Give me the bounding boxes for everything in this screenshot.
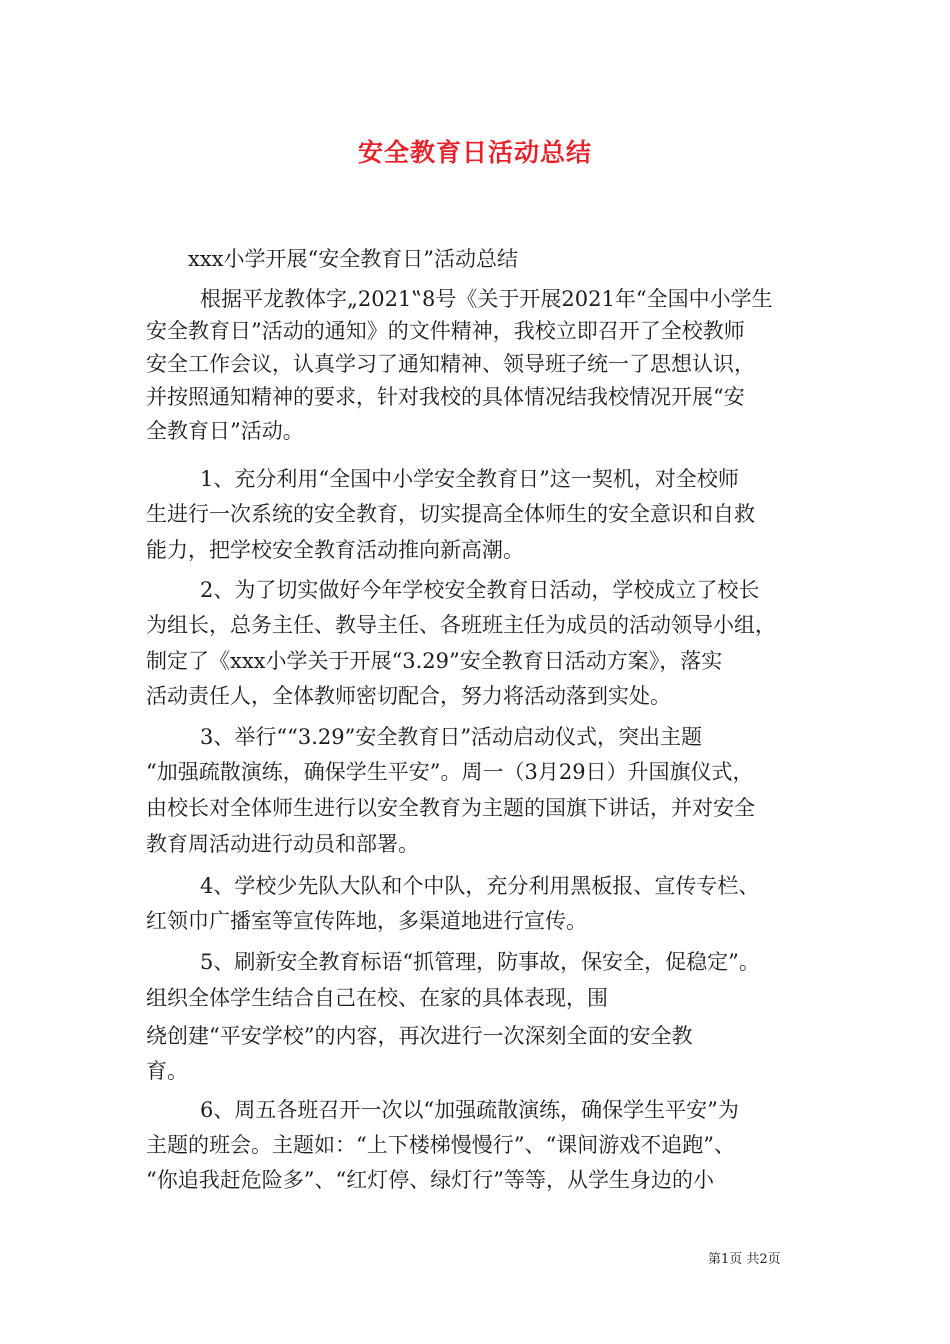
- paragraph-line: 绕创建“平安学校”的内容，再次进行一次深刻全面的安全教: [146, 1024, 693, 1048]
- paragraph-line: 由校长对全体师生进行以安全教育为主题的国旗下讲话，并对安全: [146, 796, 755, 820]
- paragraph-line: 能力，把学校安全教育活动推向新高潮。: [146, 538, 524, 562]
- paragraph-line: 为组长，总务主任、教导主任、各班班主任为成员的活动领导小组，: [146, 613, 776, 637]
- paragraph-line: 活动责任人，全体教师密切配合，努力将活动落到实处。: [146, 684, 671, 708]
- paragraph-line: 红领巾广播室等宣传阵地，多渠道地进行宣传。: [146, 909, 587, 933]
- paragraph-line: 6、周五各班召开一次以“加强疏散演练，确保学生平安”为: [200, 1098, 739, 1122]
- paragraph-line: 育。: [146, 1059, 188, 1083]
- paragraph-line: 5、刷新安全教育标语“抓管理，防事故，保安全，促稳定”。: [200, 950, 760, 974]
- paragraph-line: 教育周活动进行动员和部署。: [146, 832, 419, 856]
- paragraph-line: 组织全体学生结合自己在校、在家的具体表现，围: [146, 986, 608, 1010]
- paragraph-line: 制定了《xxx小学关于开展“3.29”安全教育日活动方案》，落实: [146, 649, 723, 673]
- paragraph-line: “加强疏散演练，确保学生平安”。周一（3月29日）升国旗仪式，: [146, 760, 754, 784]
- paragraph-line: xxx小学开展“安全教育日”活动总结: [188, 247, 519, 271]
- paragraph-line: 根据平龙教体字„2021‟8号《关于开展2021年“全国中小学生: [200, 287, 773, 311]
- page-title: 安全教育日活动总结: [357, 138, 592, 167]
- paragraph-line: 安全工作会议，认真学习了通知精神、领导班子统一了思想认识，: [146, 352, 755, 376]
- paragraph-line: 4、学校少先队大队和个中队，充分利用黑板报、宣传专栏、: [200, 874, 760, 898]
- paragraph-line: 2、为了切实做好今年学校安全教育日活动，学校成立了校长: [200, 578, 760, 602]
- page-number: 第1页 共2页: [708, 1252, 781, 1267]
- paragraph-line: 主题的班会。主题如：“上下楼梯慢慢行”、“课间游戏不追跑”、: [146, 1133, 735, 1157]
- paragraph-line: 1、充分利用“全国中小学安全教育日”这一契机，对全校师: [200, 467, 739, 491]
- paragraph-line: “你追我赶危险多”、“红灯停、绿灯行”等等，从学生身边的小: [146, 1168, 714, 1192]
- paragraph-line: 并按照通知精神的要求，针对我校的具体情况结我校情况开展“安: [146, 385, 745, 409]
- paragraph-line: 全教育日”活动。: [146, 419, 304, 443]
- paragraph-line: 安全教育日”活动的通知》的文件精神，我校立即召开了全校教师: [146, 319, 745, 343]
- paragraph-line: 3、举行““3.29”安全教育日”活动启动仪式，突出主题: [200, 725, 703, 749]
- paragraph-line: 生进行一次系统的安全教育，切实提高全体师生的安全意识和自救: [146, 502, 755, 526]
